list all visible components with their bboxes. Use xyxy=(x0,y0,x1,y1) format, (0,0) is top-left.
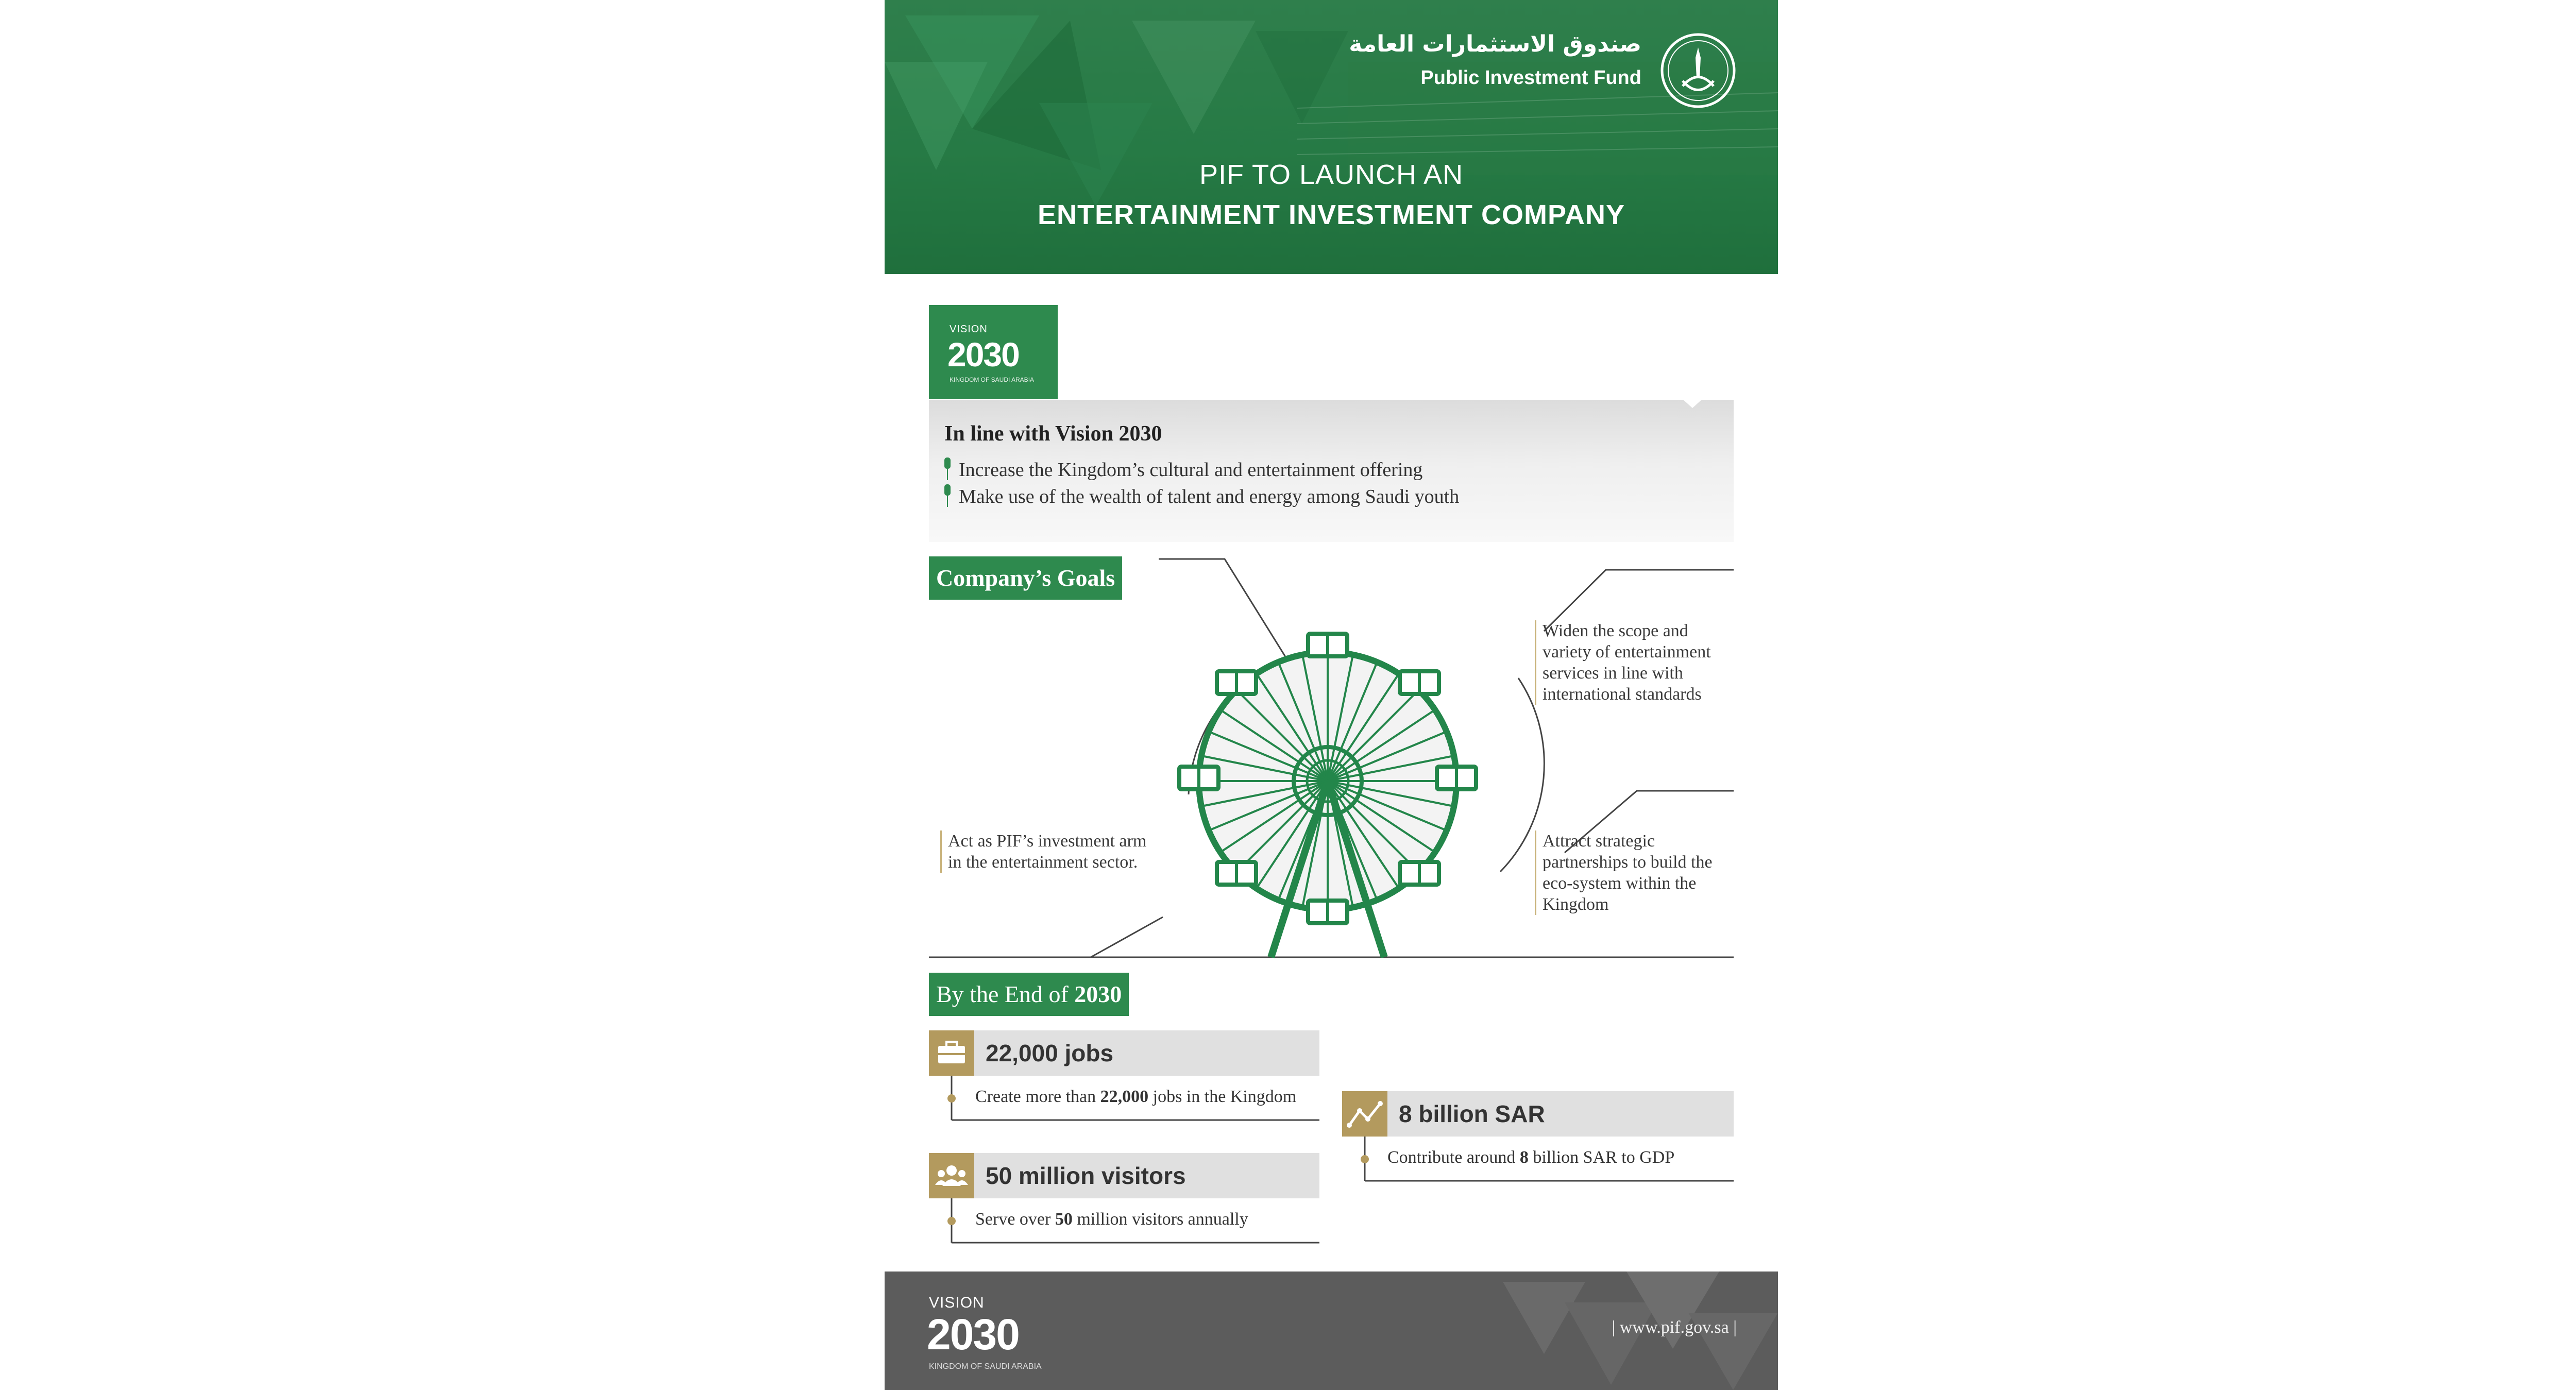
vision-subtitle: KINGDOM OF SAUDI ARABIA xyxy=(950,376,1035,383)
desc-text: million visitors annually xyxy=(1072,1210,1248,1229)
desc-number: 22,000 xyxy=(1100,1087,1149,1106)
desc-number: 50 xyxy=(1055,1210,1073,1229)
stat-icon-box xyxy=(1342,1091,1387,1137)
title-line-1: PIF TO LAUNCH AN xyxy=(1199,159,1464,190)
targets-label-year: 2030 xyxy=(1074,981,1122,1007)
stat-icon-box xyxy=(929,1153,974,1198)
people-icon xyxy=(929,1153,974,1198)
pin-icon xyxy=(944,484,951,507)
targets-label-prefix: By the End of xyxy=(936,981,1075,1007)
vision-word: VISION xyxy=(950,324,988,335)
desc-number: 8 xyxy=(1519,1148,1529,1167)
vision-bullet-text: Increase the Kingdom’s cultural and entertainment offering xyxy=(959,459,1423,481)
stat-visitors-header xyxy=(929,1153,1319,1198)
header-pattern xyxy=(885,0,1778,274)
footer-bar xyxy=(885,1272,1778,1390)
desc-text: Serve over xyxy=(975,1210,1055,1229)
box-notch xyxy=(1682,399,1703,408)
stat-title: 50 million visitors xyxy=(986,1162,1186,1189)
stat-description xyxy=(975,1210,1248,1229)
vision-heading: In line with Vision 2030 xyxy=(944,422,1162,446)
footer-vision-word: VISION xyxy=(929,1294,985,1311)
header-banner xyxy=(885,0,1778,274)
stat-icon-box xyxy=(929,1030,974,1076)
saudi-emblem-icon xyxy=(1659,32,1737,109)
desc-text: Contribute around xyxy=(1387,1148,1520,1167)
targets-section-label xyxy=(929,973,1129,1016)
stat-description xyxy=(1387,1148,1674,1167)
goal-item: Act as PIF’s investment arm in the entertainment sector. xyxy=(940,830,1154,873)
title-line-2: ENTERTAINMENT INVESTMENT COMPANY xyxy=(1037,199,1625,230)
briefcase-icon xyxy=(929,1030,974,1076)
vision-bullet xyxy=(944,484,1459,508)
pin-icon xyxy=(944,457,951,480)
desc-text: Create more than xyxy=(975,1087,1100,1106)
org-name-english: Public Investment Fund xyxy=(1420,67,1641,89)
vision-bullet xyxy=(944,457,1422,481)
stat-jobs-header xyxy=(929,1030,1319,1076)
growth-chart-icon xyxy=(1342,1091,1387,1137)
vision-year: 2030 xyxy=(947,335,1019,374)
footer-vision-year: 2030 xyxy=(927,1310,1019,1359)
infographic-page xyxy=(885,0,1778,1390)
stat-description xyxy=(975,1087,1296,1107)
goals-section-label: Company’s Goals xyxy=(929,556,1122,600)
desc-text: jobs in the Kingdom xyxy=(1148,1087,1297,1106)
goal-item: Attract strategic partnerships to build the eco-system within the Kingdom xyxy=(1535,830,1738,915)
stat-title: 8 billion SAR xyxy=(1399,1100,1545,1127)
website-link[interactable]: | www.pif.gov.sa | xyxy=(1612,1318,1737,1337)
goal-item: Widen the scope and variety of entertainment services in line with international standards xyxy=(1535,620,1738,705)
stat-title: 22,000 jobs xyxy=(986,1040,1114,1066)
footer-vision-subtitle: KINGDOM OF SAUDI ARABIA xyxy=(929,1362,1042,1371)
org-name-arabic: صندوق الاستثمارات العامة xyxy=(1349,31,1641,57)
vision-alignment-box xyxy=(929,400,1734,542)
stat-sar-header xyxy=(1342,1091,1734,1137)
desc-text: billion SAR to GDP xyxy=(1528,1148,1675,1167)
vision-bullet-text: Make use of the wealth of talent and energy among Saudi youth xyxy=(959,486,1460,507)
vision-2030-badge xyxy=(929,305,1058,399)
